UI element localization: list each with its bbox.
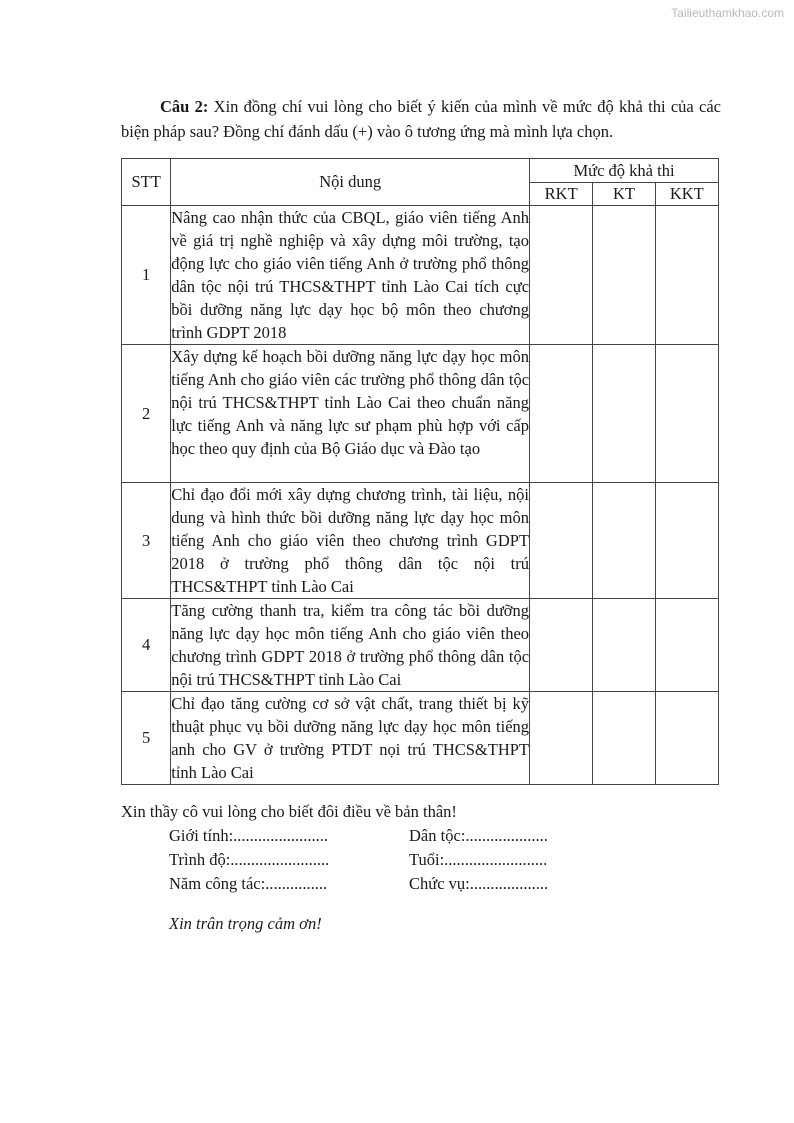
header-feasibility-group: Mức độ khả thi <box>530 159 719 183</box>
row-number: 4 <box>122 599 171 692</box>
cell-rkt[interactable] <box>530 692 593 785</box>
row-number: 2 <box>122 345 171 483</box>
cell-kt[interactable] <box>593 206 655 345</box>
row-content: Nâng cao nhận thức của CBQL, giáo viên tiếng Anh về giá trị nghề nghiệp và xây dựng môi trường, tạo động lực cho giáo viên tiếng Anh ở trường phổ thông dân tộc nội trú THCS&THPT tỉnh Lào Cai tích cực bồi dưỡng năng lực dạy học bộ môn theo chương trình GDPT 2018 <box>171 206 530 345</box>
years-of-service-field[interactable]: Năm công tác:............... <box>169 874 328 893</box>
header-content: Nội dung <box>171 159 530 206</box>
info-row <box>169 824 721 848</box>
gender-field[interactable]: Giới tính:....................... <box>169 826 329 845</box>
row-content: Chỉ đạo đổi mới xây dựng chương trình, tài liệu, nội dung và hình thức bồi dưỡng năng lực dạy học môn tiếng Anh cho giáo viên theo chương trình GDPT 2018 ở trường phổ thông dân tộc nội trú THCS&THPT tỉnh Lào Cai <box>171 483 530 599</box>
cell-kt[interactable] <box>593 483 655 599</box>
cell-kt[interactable] <box>593 599 655 692</box>
row-number: 5 <box>122 692 171 785</box>
feasibility-table <box>121 158 719 785</box>
personal-info-fields <box>169 824 721 896</box>
header-stt: STT <box>122 159 171 206</box>
position-field[interactable]: Chức vụ:................... <box>409 874 549 893</box>
watermark: Tailieuthamkhao.com <box>671 6 784 20</box>
cell-kt[interactable] <box>593 692 655 785</box>
age-field[interactable]: Tuổi:......................... <box>409 850 548 869</box>
row-content: Xây dựng kế hoạch bồi dưỡng năng lực dạy học môn tiếng Anh cho giáo viên các trường phổ thông dân tộc nội trú THCS&THPT tỉnh Lào Cai theo chuẩn năng lực tiếng Anh và năng lực sư phạm phù hợp với cấp học theo quy định của Bộ Giáo dục và Đào tạo <box>171 345 530 483</box>
header-rkt: RKT <box>530 183 593 206</box>
cell-rkt[interactable] <box>530 345 593 483</box>
cell-rkt[interactable] <box>530 599 593 692</box>
cell-kkt[interactable] <box>655 206 718 345</box>
row-number: 3 <box>122 483 171 599</box>
row-content: Tăng cường thanh tra, kiểm tra công tác bồi dưỡng năng lực dạy học môn tiếng Anh cho giáo viên theo chương trình GDPT 2018 ở trường phổ thông dân tộc nội trú THCS&THPT tỉnh Lào Cai <box>171 599 530 692</box>
header-kt: KT <box>593 183 655 206</box>
cell-kkt[interactable] <box>655 692 718 785</box>
table-row <box>122 345 719 483</box>
personal-info-intro: Xin thầy cô vui lòng cho biết đôi điều về bản thân! <box>121 802 457 821</box>
info-row <box>169 872 721 896</box>
education-level-field[interactable]: Trình độ:........................ <box>169 850 330 869</box>
table-row <box>122 692 719 785</box>
table-row <box>122 483 719 599</box>
question-paragraph <box>121 94 721 144</box>
table-row <box>122 599 719 692</box>
cell-rkt[interactable] <box>530 206 593 345</box>
cell-kkt[interactable] <box>655 345 718 483</box>
info-row <box>169 848 721 872</box>
cell-rkt[interactable] <box>530 483 593 599</box>
header-kkt: KKT <box>655 183 718 206</box>
question-label: Câu 2: <box>160 97 209 116</box>
row-number: 1 <box>122 206 171 345</box>
cell-kt[interactable] <box>593 345 655 483</box>
row-content: Chỉ đạo tăng cường cơ sở vật chất, trang thiết bị kỹ thuật phục vụ bồi dưỡng năng lực dạy học môn tiếng anh cho GV ở trường PTDT nọi trú THCS&THPT tỉnh Lào Cai <box>171 692 530 785</box>
personal-info-section <box>121 800 721 896</box>
cell-kkt[interactable] <box>655 599 718 692</box>
cell-kkt[interactable] <box>655 483 718 599</box>
question-text: Xin đồng chí vui lòng cho biết ý kiến của mình về mức độ khả thi của các biện pháp sau? Đồng chí đánh dấu (+) vào ô tương ứng mà mình lựa chọn. <box>121 97 721 141</box>
table-row <box>122 206 719 345</box>
ethnicity-field[interactable]: Dân tộc:.................... <box>409 826 548 845</box>
thank-you-note: Xin trân trọng cảm ơn! <box>169 914 322 933</box>
